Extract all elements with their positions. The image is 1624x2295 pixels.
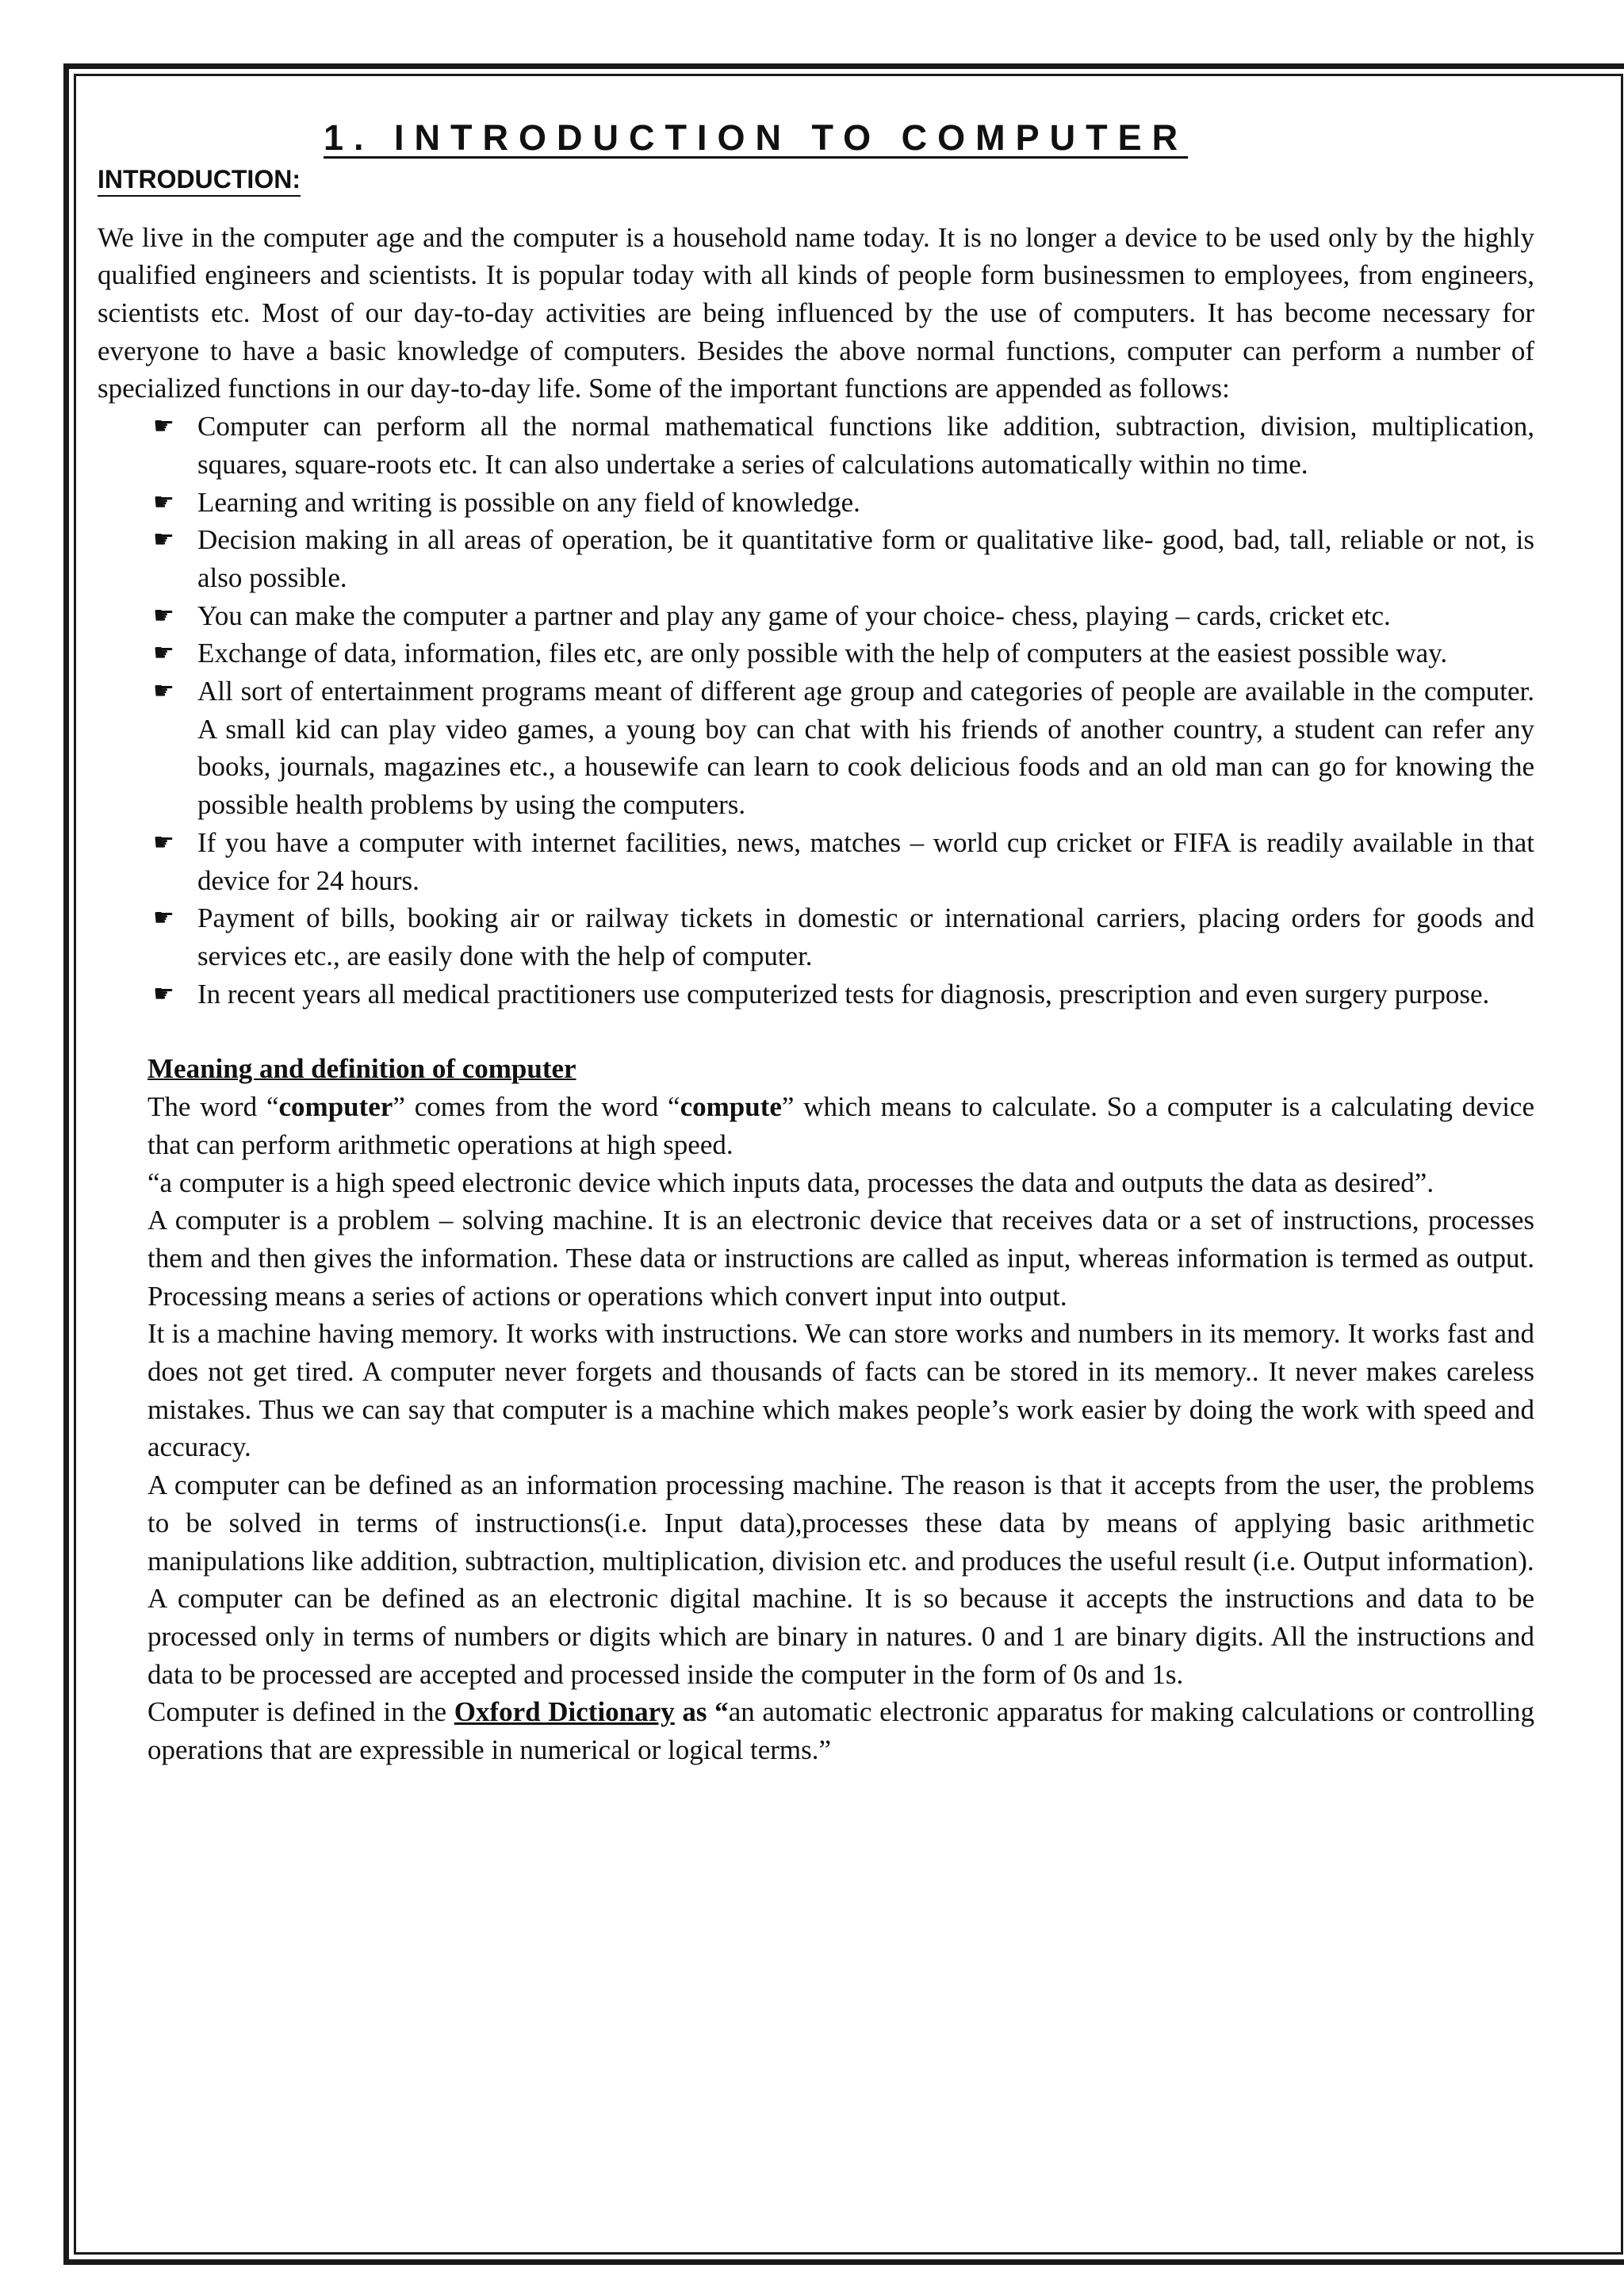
list-item: ☛ All sort of entertainment programs meant of different age group and categories of people are available in the computer. A small kid can play video games, a young boy can chat with his friends of another country, a student can refer any books, journals, magazines etc., a housewife can learn to cook delicious foods and an old man can go for knowing the possible health problems by using the computers. (197, 672, 1534, 824)
pointing-hand-icon: ☛ (153, 601, 174, 630)
pointing-hand-icon: ☛ (153, 526, 174, 554)
list-item: ☛ Computer can perform all the normal mathematical functions like addition, subtraction, division, multiplication, squares, square-roots etc. It can also undertake a series of calculations automatically within no time. (197, 408, 1534, 483)
meaning-paragraph-2: “a computer is a high speed electronic device which inputs data, processes the data and outputs the data as desired”. (147, 1167, 1434, 1198)
intro-paragraph: We live in the computer age and the computer is a household name today. It is no longer a device to be used only by the highly qualified engineers and scientists. It is popular today with all kinds of people form businessmen to employees, from engineers, scientists etc. Most of our day-to-day activities are being influenced by the use of computers. It has become necessary for everyone to have a basic knowledge of computers. Besides the above normal functions, computer can perform a number of specialized functions in our day-to-day life. Some of the important functions are appended as follows: (98, 221, 1534, 404)
list-item: ☛ Exchange of data, information, files etc, are only possible with the help of computers at the easiest possible way. (197, 634, 1534, 672)
pointing-hand-icon: ☛ (153, 904, 174, 933)
pointing-hand-icon: ☛ (153, 412, 174, 441)
list-item: ☛ You can make the computer a partner and play any game of your choice- chess, playing – cards, cricket etc. (197, 597, 1534, 635)
meaning-paragraph-5: A computer can be defined as an information processing machine. The reason is that it accepts from the user, the problems to be solved in terms of instructions(i.e. Input data),processes these data by means of applying basic arithmetic manipulations like addition, subtraction, multiplication, division etc. and produces the useful result (i.e. Output information). (147, 1469, 1534, 1577)
pointing-hand-icon: ☛ (153, 828, 174, 856)
pointing-hand-icon: ☛ (153, 677, 174, 706)
meaning-paragraph-6: A computer can be defined as an electronic digital machine. It is so because it accepts the instructions and data to be processed only in terms of numbers or digits which are binary in natures. 0 and 1 are binary digits. All the instructions and data to be processed are accepted and processed inside the computer in the form of 0s and 1s. (147, 1583, 1534, 1690)
meaning-paragraph-4: It is a machine having memory. It works with instructions. We can store works and numbers in its memory. It works fast and does not get tired. A computer never forgets and thousands of facts can be stored in its memory.. It never makes careless mistakes. Thus we can say that computer is a machine which makes people’s work easier by doing the work with speed and accuracy. (147, 1318, 1534, 1463)
meaning-heading: Meaning and definition of computer (147, 1053, 576, 1085)
list-item: ☛ In recent years all medical practitioners use computerized tests for diagnosis, prescription and even surgery purpose. (197, 975, 1534, 1013)
meaning-paragraph-7: Computer is defined in the Oxford Dictionary as “an automatic electronic apparatus for making calculations or controlling operations that are expressible in numerical or logical terms.” (147, 1696, 1534, 1766)
page-title: 1. INTRODUCTION TO COMPUTER (324, 117, 1189, 158)
list-item: ☛ Payment of bills, booking air or railway tickets in domestic or international carriers, placing orders for goods and services etc., are easily done with the help of computer. (197, 899, 1534, 975)
pointing-hand-icon: ☛ (153, 639, 174, 668)
oxford-dictionary-reference: Oxford Dictionary (454, 1696, 675, 1728)
meaning-section (147, 1050, 1534, 1768)
pointing-hand-icon: ☛ (153, 979, 174, 1008)
pointing-hand-icon: ☛ (153, 488, 174, 516)
list-item: ☛ Decision making in all areas of operation, be it quantitative form or qualitative like- good, bad, tall, reliable or not, is also possible. (197, 521, 1534, 596)
page-content (98, 119, 1534, 1769)
functions-list (98, 408, 1534, 1013)
meaning-paragraph-3: A computer is a problem – solving machine. It is an electronic device that receives data or a set of instructions, processes them and then gives the information. These data or instructions are called as input, whereas information is termed as output. Processing means a series of actions or operations which convert input into output. (147, 1205, 1534, 1312)
meaning-paragraph-1: The word “computer” comes from the word “compute” which means to calculate. So a computer is a calculating device that can perform arithmetic operations at high speed. (147, 1091, 1535, 1160)
list-item: ☛ Learning and writing is possible on any field of knowledge. (197, 484, 1534, 522)
list-item: ☛ If you have a computer with internet facilities, news, matches – world cup cricket or FIFA is readily available in that device for 24 hours. (197, 824, 1534, 899)
section-label-introduction: INTRODUCTION: (98, 164, 301, 196)
